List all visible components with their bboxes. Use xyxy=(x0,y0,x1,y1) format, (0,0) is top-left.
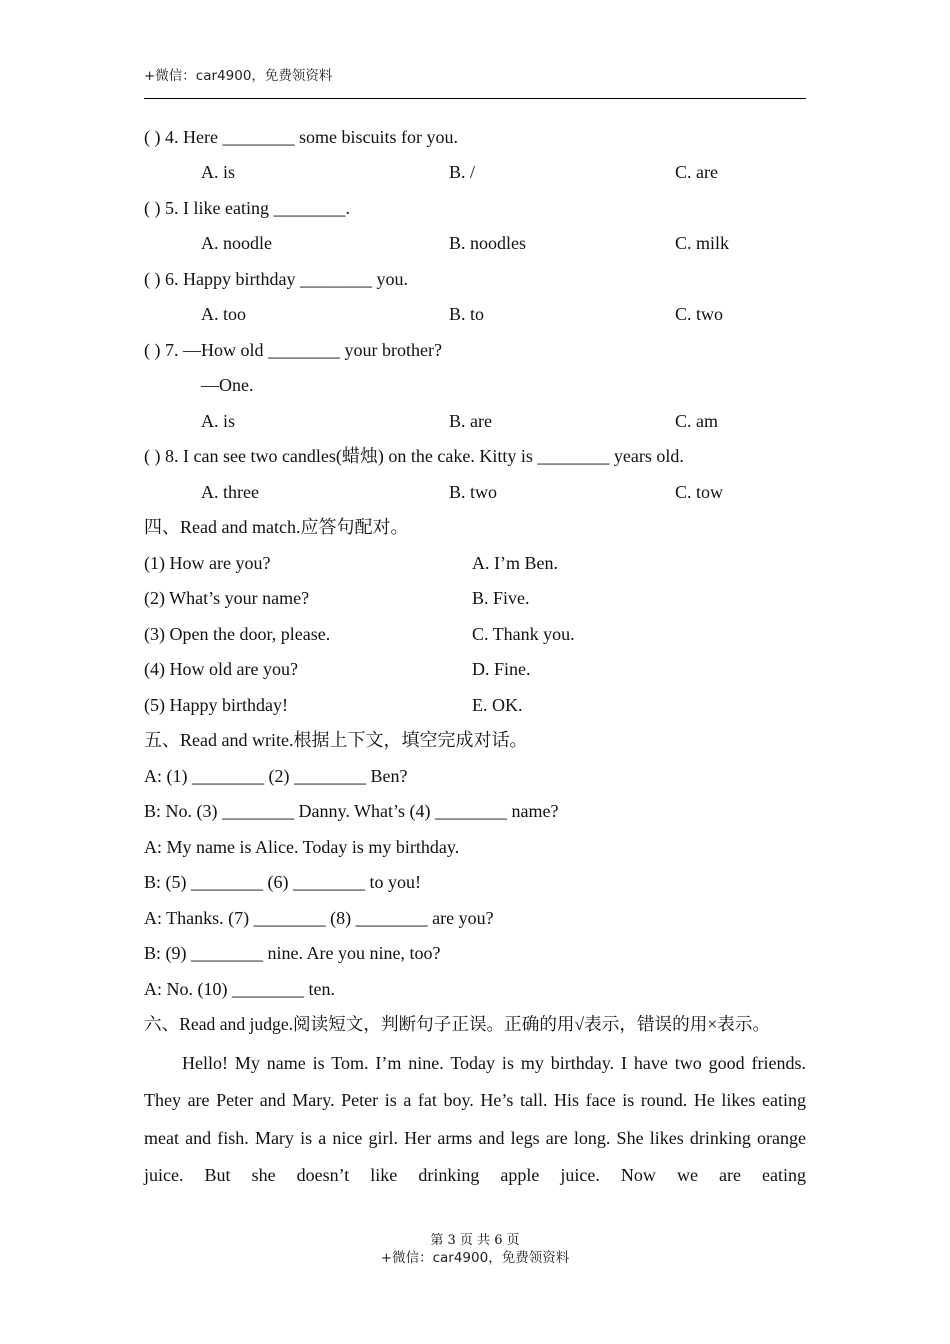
question-stem: ( ) 5. I like eating ________. xyxy=(144,198,350,218)
dialogue-line: A: My name is Alice. Today is my birthday. xyxy=(144,837,460,857)
answer-options xyxy=(0,480,950,504)
option-b: B. two xyxy=(449,482,498,502)
header-divider xyxy=(144,98,806,99)
section-title-write: 五、Read and write.根据上下文，填空完成对话。 xyxy=(144,730,528,750)
dialogue-line: A: No. (10) ________ ten. xyxy=(144,979,335,999)
option-c: C. are xyxy=(675,162,718,182)
passage-text: Hello! My name is Tom. I’m nine. Today is my birthday. I have two good friends. They are Peter and Mary. Peter is a fat boy. He’s tall. His face is round. He likes eating meat and fish. Mary is a nice girl. Her arms and legs are long. She likes drinking orange juice. But she doesn’t like drinking apple juice. Now we are eating xyxy=(144,1053,806,1185)
match-question: (2) What’s your name? xyxy=(144,588,310,608)
section-title-match: 四、Read and match.应答句配对。 xyxy=(144,517,409,537)
match-question: (5) Happy birthday! xyxy=(144,695,288,715)
option-c: C. am xyxy=(675,411,718,431)
option-a: A. noodle xyxy=(201,233,272,253)
dialogue-line: B: No. (3) ________ Danny. What’s (4) ________ name? xyxy=(144,801,559,821)
match-answer: B. Five. xyxy=(472,588,530,608)
answer-options xyxy=(0,160,950,184)
dialogue-line: B: (5) ________ (6) ________ to you! xyxy=(144,872,421,892)
match-question: (3) Open the door, please. xyxy=(144,624,331,644)
match-question: (4) How old are you? xyxy=(144,659,298,679)
match-question: (1) How are you? xyxy=(144,553,271,573)
reading-passage xyxy=(144,1045,806,1194)
question-stem: ( ) 4. Here ________ some biscuits for you. xyxy=(144,127,458,147)
match-answer: C. Thank you. xyxy=(472,624,575,644)
section-title-judge: 六、Read and judge.阅读短文，判断句子正误。正确的用√表示，错误的用×表示。 xyxy=(144,1014,771,1034)
option-b: B. / xyxy=(449,162,476,182)
question-stem: ( ) 8. I can see two candles(蜡烛) on the cake. Kitty is ________ years old. xyxy=(144,446,684,466)
option-c: C. two xyxy=(675,304,724,324)
match-answer: D. Fine. xyxy=(472,659,531,679)
option-c: C. milk xyxy=(675,233,730,253)
option-a: A. is xyxy=(201,162,236,182)
answer-options xyxy=(0,302,950,326)
question-stem: ( ) 6. Happy birthday ________ you. xyxy=(144,269,408,289)
option-a: A. is xyxy=(201,411,236,431)
dialogue-line: A: Thanks. (7) ________ (8) ________ are you? xyxy=(144,908,494,928)
match-answer: E. OK. xyxy=(472,695,523,715)
answer-options xyxy=(0,409,950,433)
option-b: B. noodles xyxy=(449,233,527,253)
dialogue-line: A: (1) ________ (2) ________ Ben? xyxy=(144,766,408,786)
match-answer: A. I’m Ben. xyxy=(472,553,558,573)
answer-options xyxy=(0,231,950,255)
page-footer: +微信：car4900，免费领资料 xyxy=(380,1250,570,1266)
option-a: A. three xyxy=(201,482,259,502)
option-a: A. too xyxy=(201,304,246,324)
page-header: +微信：car4900，免费领资料 xyxy=(144,68,333,84)
option-b: B. are xyxy=(449,411,492,431)
option-b: B. to xyxy=(449,304,485,324)
page-number: 第 3 页 共 6 页 xyxy=(430,1233,520,1248)
dialogue-line: B: (9) ________ nine. Are you nine, too? xyxy=(144,943,441,963)
question-answer-line: —One. xyxy=(201,375,254,395)
question-stem: ( ) 7. —How old ________ your brother? xyxy=(144,340,442,360)
option-c: C. tow xyxy=(675,482,724,502)
